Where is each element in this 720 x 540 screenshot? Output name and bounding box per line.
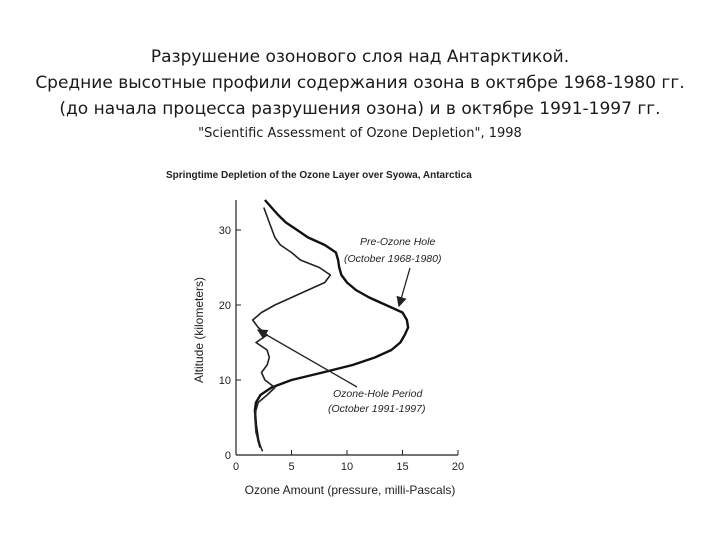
title-line-1: Разрушение озонового слоя над Антарктикой. xyxy=(150,47,570,67)
ozone-hole-period-line xyxy=(253,208,331,452)
chart-title: Springtime Depletion of the Ozone Layer over Syowa, Antarctica xyxy=(166,170,472,181)
pre-ozone-hole-period-label: (October 1968-1980) xyxy=(344,253,442,265)
x-axis-title: Ozone Amount (pressure, milli-Pascals) xyxy=(244,483,456,497)
ozone-hole-arrow xyxy=(258,330,357,387)
ozone-hole-label: Ozone-Hole Period xyxy=(333,388,423,400)
source-citation: "Scientific Assessment of Ozone Depletion", 1998 xyxy=(198,126,522,141)
y-tick-label: 30 xyxy=(218,225,231,237)
y-tick-label: 20 xyxy=(218,300,231,312)
ozone-hole-period-label: (October 1991-1997) xyxy=(328,403,426,415)
chart-annotations xyxy=(258,236,441,415)
y-tick-label: 0 xyxy=(224,450,231,462)
x-tick-label: 10 xyxy=(340,461,354,473)
y-axis-title: Altitude (kilometers) xyxy=(192,276,206,384)
x-tick-label: 20 xyxy=(451,461,465,473)
pre-ozone-hole-label: Pre-Ozone Hole xyxy=(360,236,436,248)
x-tick-label: 0 xyxy=(232,461,240,473)
title-line-3: (до начала процесса разрушения озона) и в октябре 1991-1997 гг. xyxy=(59,99,661,119)
y-tick-label: 10 xyxy=(218,375,231,387)
x-tick-label: 15 xyxy=(396,461,409,473)
x-tick-label: 5 xyxy=(288,461,295,473)
pre-ozone-hole-arrow xyxy=(399,268,410,306)
title-line-2: Средние высотные профили содержания озона в октябре 1968-1980 гг. xyxy=(35,73,685,93)
